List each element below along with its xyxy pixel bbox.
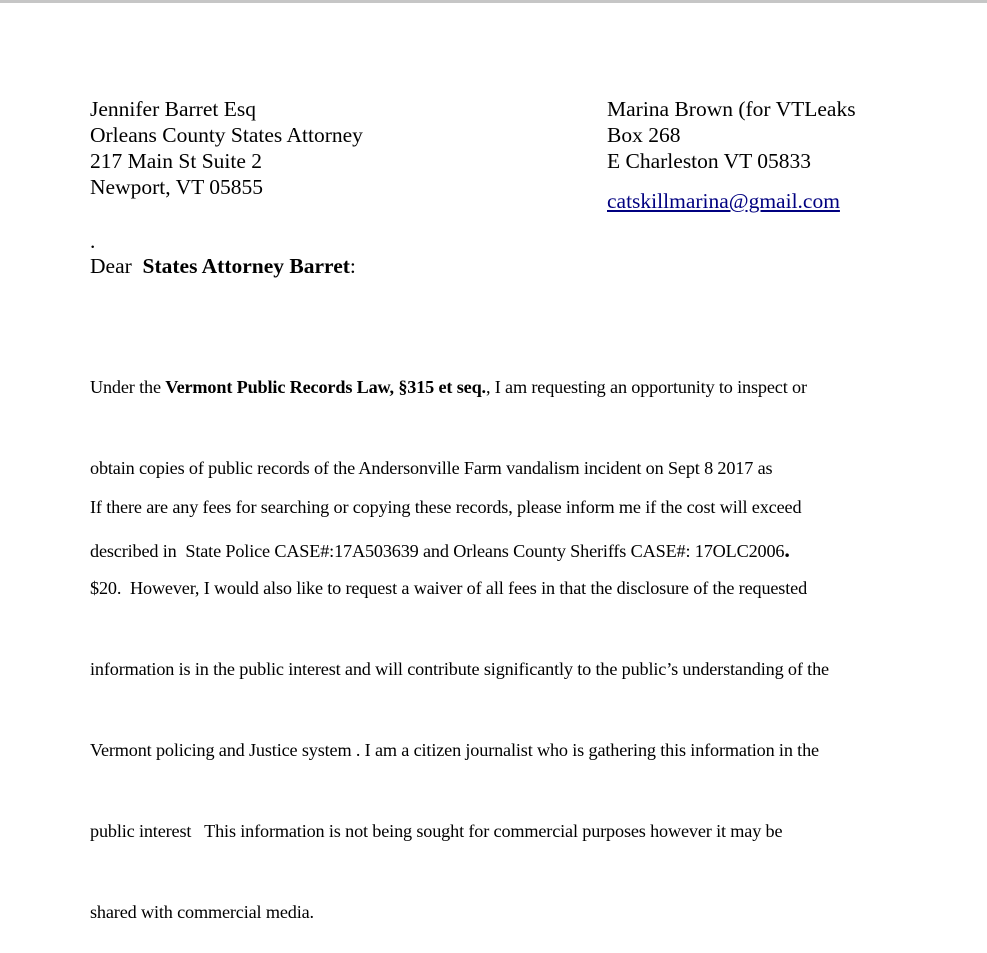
sender-email-link[interactable]: catskillmarina@gmail.com bbox=[607, 189, 840, 213]
intro-text: Under the bbox=[90, 377, 166, 397]
page-top-border bbox=[0, 0, 987, 3]
paragraph-line: information is in the public interest and will contribute significantly to the public’s understanding of the bbox=[90, 659, 829, 679]
paragraph-line: $20. However, I would also like to request a waiver of all fees in that the disclosure of the requested bbox=[90, 578, 808, 598]
sender-city: E Charleston VT 05833 bbox=[607, 149, 812, 173]
recipient-city: Newport, VT 05855 bbox=[90, 175, 263, 199]
law-citation: Vermont Public Records Law, §315 et seq. bbox=[165, 377, 486, 397]
recipient-street: 217 Main St Suite 2 bbox=[90, 149, 263, 173]
salutation-name: States Attorney Barret bbox=[142, 254, 350, 278]
request-text: , I am requesting an opportunity to inspect or bbox=[485, 377, 807, 397]
paragraph-line: obtain copies of public records of the Andersonville Farm vandalism incident on Sept 8 2017 as bbox=[90, 458, 773, 478]
fees-paragraph bbox=[90, 440, 905, 953]
recipient-name: Jennifer Barret Esq bbox=[90, 97, 256, 121]
paragraph-line: public interest This information is not being sought for commercial purposes however it may be bbox=[90, 821, 783, 841]
salutation-suffix: : bbox=[349, 254, 356, 278]
ending-period: . bbox=[784, 537, 790, 562]
recipient-title: Orleans County States Attorney bbox=[90, 123, 363, 147]
sender-box: Box 268 bbox=[607, 123, 681, 147]
recipient-address bbox=[90, 96, 363, 200]
sender-address bbox=[607, 96, 856, 214]
paragraph-line: Vermont policing and Justice system . I am a citizen journalist who is gathering this information in the bbox=[90, 740, 819, 760]
paragraph-line bbox=[90, 374, 905, 401]
paragraph-line: If there are any fees for searching or copying these records, please inform me if the cost will exceed bbox=[90, 497, 802, 517]
stray-period: . bbox=[90, 229, 96, 253]
case-numbers-text: described in State Police CASE#:17A503639 and Orleans County Sheriffs CASE#: 17OLC2006 bbox=[90, 541, 785, 561]
salutation-prefix: Dear bbox=[90, 254, 143, 278]
paragraph-line: shared with commercial media. bbox=[90, 902, 314, 922]
salutation bbox=[90, 253, 356, 279]
sender-name: Marina Brown (for VTLeaks bbox=[607, 97, 856, 121]
